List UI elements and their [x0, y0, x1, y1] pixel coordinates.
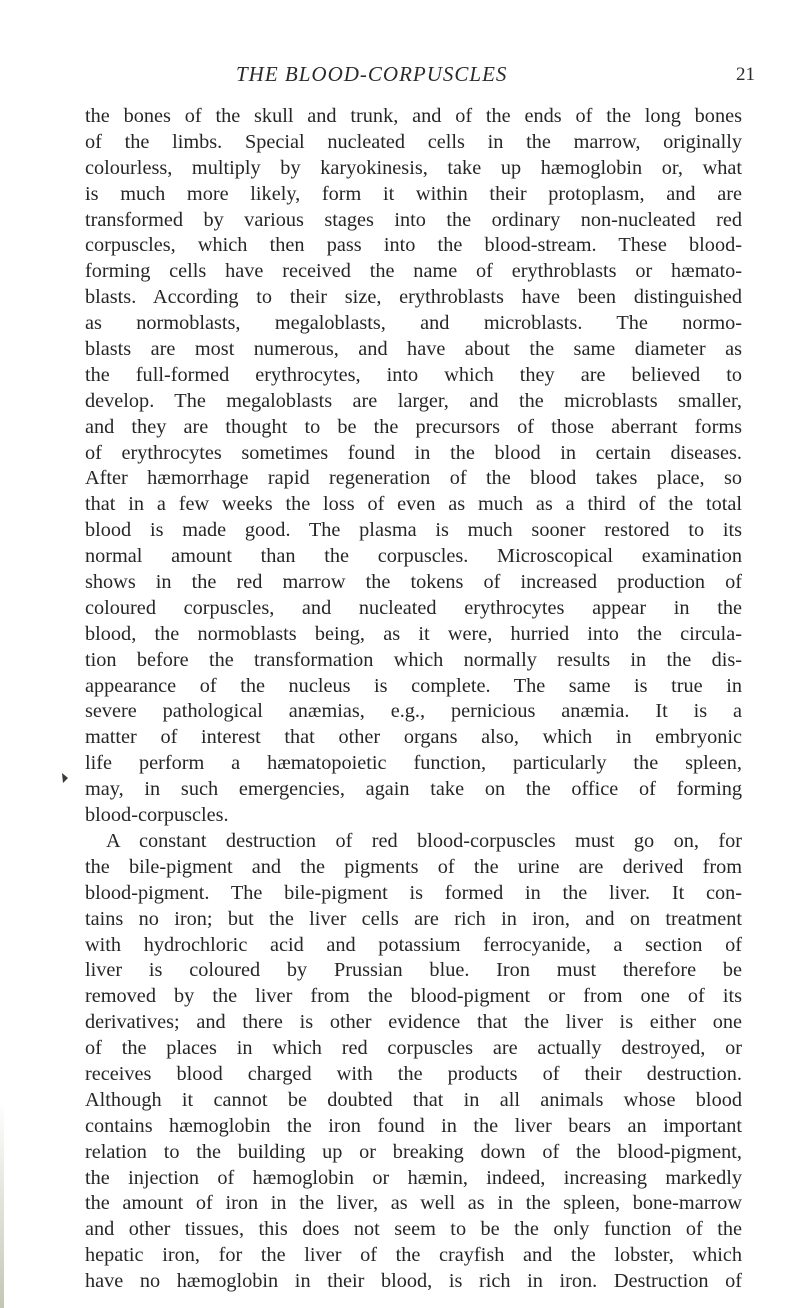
text-line: blasts are most numerous, and have about the same diameter as — [85, 338, 742, 361]
text-line: After hæmorrhage rapid regeneration of the blood takes place, so — [85, 467, 742, 490]
text-line: develop. The megaloblasts are larger, and the microblasts smaller, — [85, 389, 742, 412]
text-line: and other tissues, this does not seem to be the only function of the — [85, 1218, 742, 1241]
text-line: forming cells have received the name of erythroblasts or hæmato- — [85, 260, 742, 283]
text-line: may, in such emergencies, again take on the office of forming — [85, 778, 742, 801]
text-line: liver is coloured by Prussian blue. Iron must therefore be — [85, 959, 742, 982]
paragraph-end-line: blood-corpuscles. — [85, 804, 229, 827]
text-line: coloured corpuscles, and nucleated erythrocytes appear in the — [85, 596, 742, 619]
page-edge-shadow — [0, 1100, 4, 1308]
text-line: with hydrochloric acid and potassium ferrocyanide, a section of — [85, 933, 742, 956]
text-line: as normoblasts, megaloblasts, and microblasts. The normo- — [85, 312, 742, 335]
text-line: appearance of the nucleus is complete. The same is true in — [85, 674, 742, 697]
running-head — [0, 62, 801, 92]
text-line: Although it cannot be doubted that in all animals whose blood — [85, 1088, 742, 1111]
text-line: corpuscles, which then pass into the blood-stream. These blood- — [85, 234, 742, 257]
text-line: of the places in which red corpuscles are actually destroyed, or — [85, 1037, 742, 1060]
text-line: the amount of iron in the liver, as well as in the spleen, bone-marrow — [85, 1192, 742, 1215]
text-line: the bile-pigment and the pigments of the urine are derived from — [85, 855, 742, 878]
text-line: receives blood charged with the products of their destruction. — [85, 1062, 742, 1085]
text-line: hepatic iron, for the liver of the crayfish and the lobster, which — [85, 1244, 742, 1267]
text-line: and they are thought to be the precursors of those aberrant forms — [85, 415, 742, 438]
text-line: colourless, multiply by karyokinesis, take up hæmoglobin or, what — [85, 156, 742, 179]
text-line: shows in the red marrow the tokens of increased production of — [85, 571, 742, 594]
text-line: normal amount than the corpuscles. Microscopical examination — [85, 545, 742, 568]
running-title: THE BLOOD-CORPUSCLES — [236, 62, 508, 86]
text-line: blood-pigment. The bile-pigment is formed in the liver. It con- — [85, 881, 742, 904]
text-line: matter of interest that other organs also, which in embryonic — [85, 726, 742, 749]
text-line: derivatives; and there is other evidence that the liver is either one — [85, 1011, 742, 1034]
text-line: transformed by various stages into the ordinary non-nucleated red — [85, 208, 742, 231]
text-line: severe pathological anæmias, e.g., pernicious anæmia. It is a — [85, 700, 742, 723]
text-line: blood is made good. The plasma is much sooner restored to its — [85, 519, 742, 542]
text-line: the bones of the skull and trunk, and of the ends of the long bones — [85, 105, 742, 127]
margin-speck-icon — [60, 772, 70, 784]
text-line: is much more likely, form it within their protoplasm, and are — [85, 182, 742, 205]
text-line: blasts. According to their size, erythroblasts have been distinguished — [85, 286, 742, 309]
text-line: removed by the liver from the blood-pigment or from one of its — [85, 985, 742, 1008]
text-line: of the limbs. Special nucleated cells in the marrow, originally — [85, 130, 742, 153]
page-number: 21 — [736, 64, 755, 85]
text-line: have no hæmoglobin in their blood, is rich in iron. Destruction of — [85, 1270, 742, 1293]
text-line: the injection of hæmoglobin or hæmin, indeed, increasing markedly — [85, 1166, 742, 1189]
text-line: tion before the transformation which normally results in the dis- — [85, 648, 742, 671]
paragraph-start-line: A constant destruction of red blood-corpuscles must go on, for — [106, 829, 742, 852]
text-line: the full-formed erythrocytes, into which they are believed to — [85, 363, 742, 386]
text-line: relation to the building up or breaking down of the blood-pigment, — [85, 1140, 742, 1163]
text-line: that in a few weeks the loss of even as much as a third of the total — [85, 493, 742, 516]
text-line: life perform a hæmatopoietic function, particularly the spleen, — [85, 752, 742, 775]
body-text — [85, 104, 742, 1295]
text-line: contains hæmoglobin the iron found in the liver bears an important — [85, 1114, 742, 1137]
text-line: blood, the normoblasts being, as it were, hurried into the circula- — [85, 622, 742, 645]
text-line: of erythrocytes sometimes found in the blood in certain diseases. — [85, 441, 742, 464]
text-line: tains no iron; but the liver cells are rich in iron, and on treatment — [85, 907, 742, 930]
